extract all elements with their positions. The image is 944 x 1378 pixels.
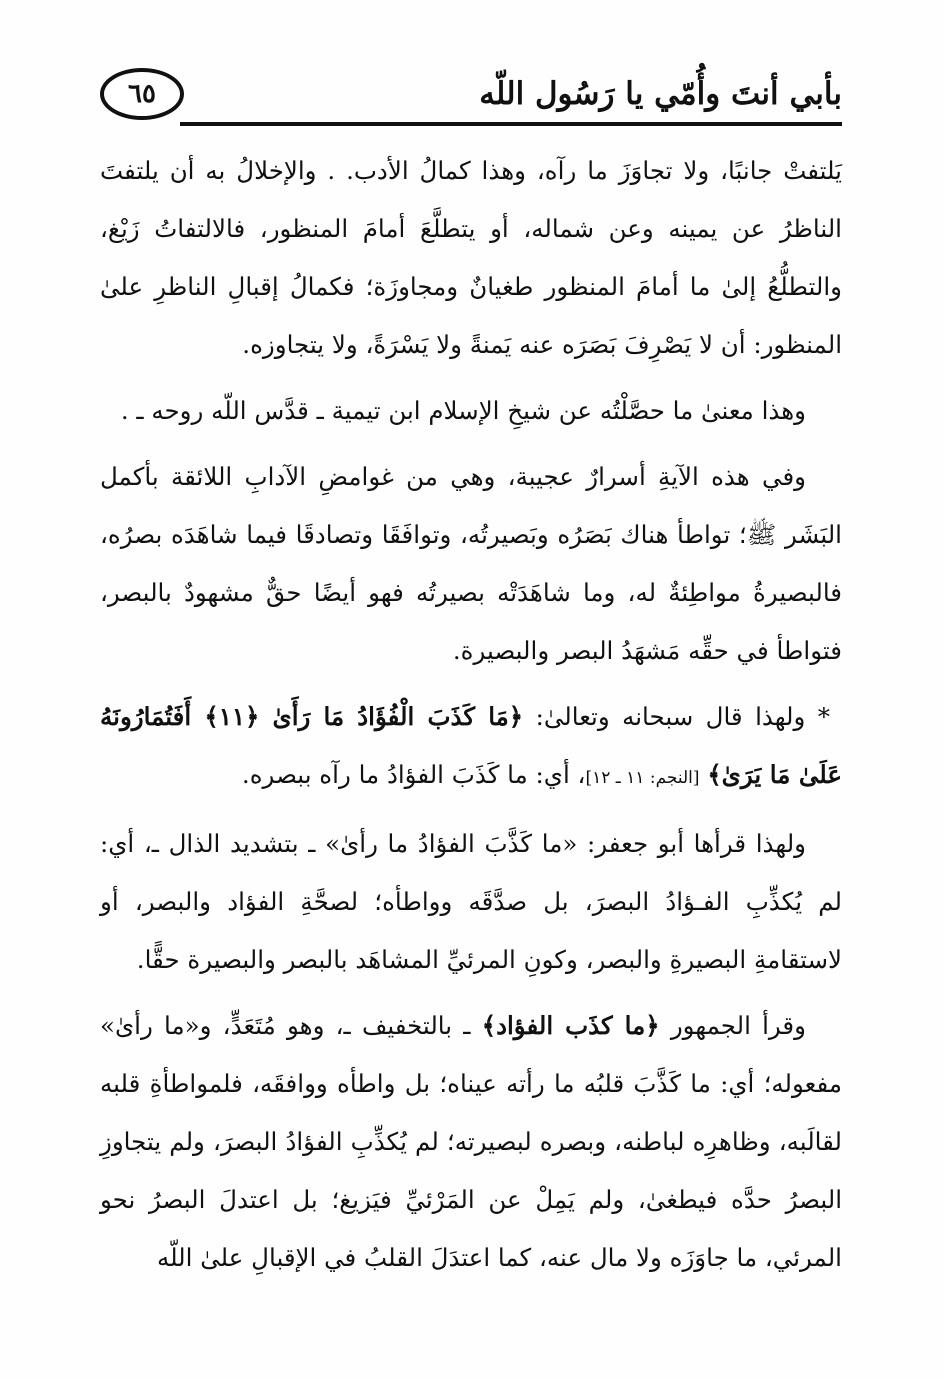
quran-verse-fragment: ﴿ما كذَب الفؤاد﴾ <box>481 1011 660 1040</box>
paragraph-5: ولهذا قرأها أبو جعفر: «ما كَذَّبَ الفؤادُ ما رأىٰ» ـ بتشديد الذال ـ، أي: لم يُكذِّبِ الفـؤادُ البصرَ، بل صدَّقَه وواطأه؛ لصحَّةِ الفؤاد والبصر، أو لاستقامةِ البصيرةِ والبصر، وكونِ المرئيِّ المشاهَد بالبصر والبصيرة حقًّا. <box>100 829 842 974</box>
verse-reference: [النجم: ١١ ـ ١٢] <box>585 768 700 788</box>
paragraph-6 <box>100 997 842 1287</box>
paragraph-1: يَلتفتْ جانبًا، ولا تجاوَزَ ما رآه، وهذا كمالُ الأدب. . والإخلالُ به أن يلتفتَ الناظرُ عن يمينه وعن شماله، أو يتطلَّعَ أمامَ المنظور، فالالتفاتُ زَيْغ، والتطلُّعُ إلىٰ ما أمامَ المنظور طغيانٌ ومجاوزَة؛ فكمالُ إقبالِ الناظرِ علىٰ المنظور: أن لا يَصْرِفَ بَصَرَه عنه يَمنةً ولا يَسْرَةً، ولا يتجاوزه. <box>100 156 842 359</box>
page-body <box>100 142 842 1292</box>
paragraph-4-tail: ، أي: ما كَذَبَ الفؤادُ ما رآه ببصره. <box>241 760 586 789</box>
paragraph-4 <box>100 688 842 807</box>
header-rule <box>180 122 842 126</box>
paragraph-2: وهذا معنىٰ ما حصَّلْتُه عن شيخِ الإسلام ابن تيمية ـ قدَّس اللّه روحه ـ . <box>120 396 806 425</box>
page-header <box>100 62 842 132</box>
paragraph-6-lead: وقرأ الجمهور <box>670 1011 806 1040</box>
running-title: بأبي أنتَ وأُمّي يا رَسُول اللّه <box>479 76 842 112</box>
paragraph-6-tail: ـ بالتخفيف ـ، وهو مُتَعَدٍّ، و«ما رأىٰ» مفعوله؛ أي: ما كَذَّبَ قلبُه ما رأته عيناه؛ بل واطأه ووافقَه، فلمواطأةِ قلبه لقالَبه، وظاهرِه لباطنه، وبصره لبصيرته؛ لم يُكذِّبِ الفؤادُ البصرَ، ولم يتجاوزِ البصرُ حدَّه فيطغىٰ، ولم يَمِلْ عن المَرْئيِّ فيَزيغ؛ بل اعتدلَ البصرُ نحو المرئي، ما جاوَزَه ولا مال عنه، كما اعتدَلَ القلبُ في الإقبالِ علىٰ اللّه <box>100 1011 842 1272</box>
paragraph-4-lead: * ولهذا قال سبحانه وتعالىٰ: <box>535 702 830 731</box>
quran-verse: ﴿مَا كَذَبَ الْفُؤَادُ مَا رَأَىٰ ﴿١١﴾ أَفَتُمَارُونَهُ عَلَىٰ مَا يَرَىٰ﴾ <box>100 702 842 789</box>
paragraph-3: وفي هذه الآيةِ أسرارٌ عجيبة، وهي من غوامضِ الآدابِ اللائقة بأكمل البَشَر ﷺ؛ تواطأ هناك بَصَرُه وبَصيرتُه، وتوافَقَا وتصادقَا فيما شاهَدَه بصرُه، فالبصيرةُ مواطِئةٌ له، وما شاهَدَتْه بصيرتُه فهو أيضًا حقٌّ مشهودٌ بالبصر، فتواطأ في حقِّه مَشهَدُ البصر والبصيرة. <box>100 462 842 665</box>
page-number: ٦٥ <box>100 68 184 120</box>
